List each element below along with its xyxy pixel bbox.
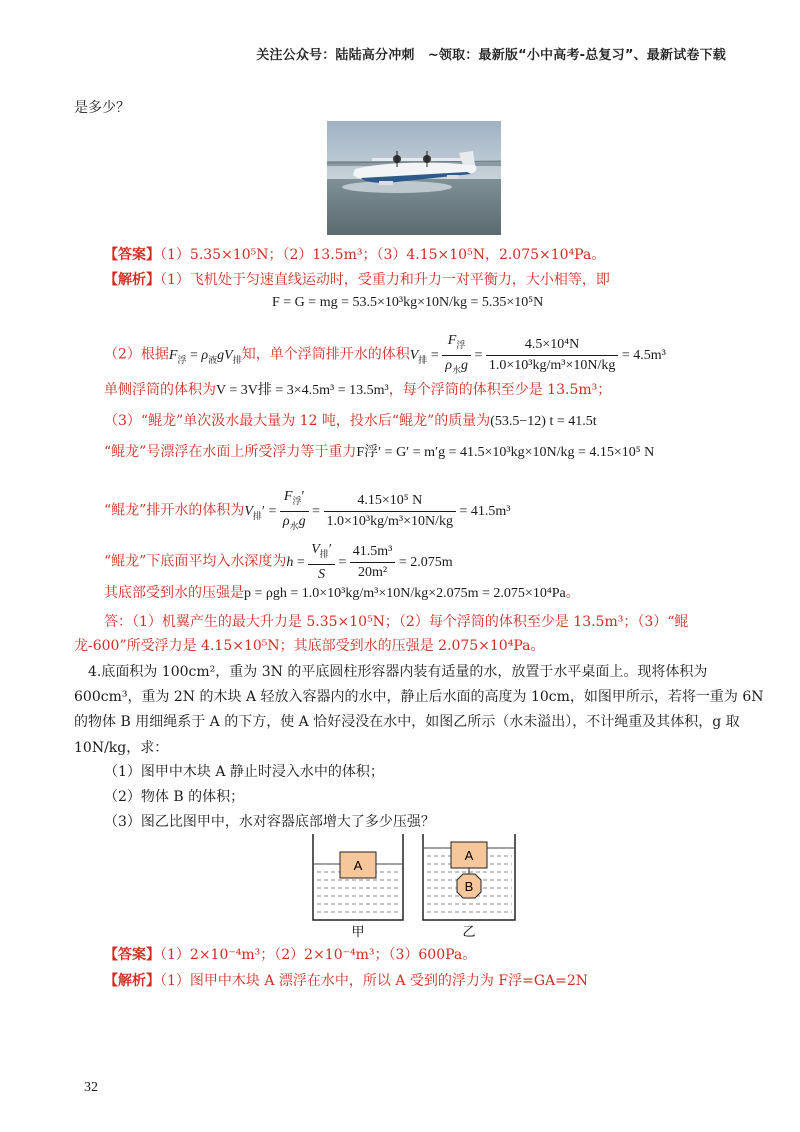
archimedes-formula: $F_浮 = \rho_液gV_排$ xyxy=(168,347,242,365)
container-yi xyxy=(423,834,515,920)
analysis-line-5 xyxy=(104,443,654,462)
fraction-numerator: 4.5×10⁴N xyxy=(486,336,618,356)
analysis-text-2a: （2）根据 xyxy=(104,346,169,363)
q4-line-1: 4.底面积为 100cm²，重为 3N 的平底圆柱形容器内装有适量的水，放置于水平桌面上。现将体积为 xyxy=(88,664,708,680)
aircraft-image xyxy=(327,121,501,235)
analysis-text-q4: （1）图甲中木块 A 漂浮在水中，所以 A 受到的浮力为 F浮=GA=2N xyxy=(160,973,589,989)
analysis-line-7 xyxy=(104,541,453,584)
depth-fraction: h = $\frac{V_排'}{S}$ = $\frac{\text{41.5m³}}{\text{20m²}}$ = 2.075m xyxy=(286,542,453,582)
analysis-line-3 xyxy=(104,381,611,400)
analysis-line-4 xyxy=(104,412,597,431)
answer-text-q4: （1）2×10⁻⁴m³；（2）2×10⁻⁴m³；（3）600Pa。 xyxy=(160,947,477,963)
fraction-result-2: = 41.5m³ xyxy=(459,503,511,519)
analysis-text-1: （1）飞机处于匀速直线运动时，受重力和升力一对平衡力，大小相等，即 xyxy=(160,272,610,288)
equation-lift: F = G = mg = 53.5×10³kg×10N/kg = 5.35×10⁵N xyxy=(272,295,544,310)
fraction-denominator-3: 20m² xyxy=(358,564,388,580)
answer-text: （1）5.35×10⁵N；（2）13.5m³；（3）4.15×10⁵N，2.075×10⁴Pa。 xyxy=(160,247,606,263)
block-b-label: B xyxy=(464,879,474,894)
fraction-result: = 4.5m³ xyxy=(621,347,666,363)
summary-line-2: 龙-600”所受浮力是 4.15×10⁵N；其底部受到水的压强是 2.075×10⁴Pa。 xyxy=(74,638,545,654)
equation-buoyancy: F浮′ = G′ = m′g = 41.5×10³kg×10N/kg = 4.15×10⁵ N xyxy=(356,445,655,460)
q4-line-2: 600cm³，重为 2N 的木块 A 轻放入容器内的水中，静止后水面的高度为 10cm，如图甲所示，若将一重为 6N xyxy=(74,689,764,705)
fraction-result-3: = 2.075m xyxy=(398,554,453,570)
summary-line-1: 答：（1）机翼产生的最大升力是 5.35×10⁵N；（2）每个浮筒的体积至少是 13.5m³；（3）“鲲 xyxy=(104,614,689,630)
displaced-volume-fraction: $V_排'$ = $\frac{F_浮'}{\rho_水g}$ = $\frac{\text{4.15×10⁵ N}}{\text{1.0×10³kg/m³×10N/kg}}$ = 41.5m³ xyxy=(244,489,511,531)
analysis-text-5: “鲲龙”号漂浮在水面上所受浮力等于重力 xyxy=(104,444,357,460)
analysis-text-2b: 知，单个浮筒排开水的体积 xyxy=(241,346,410,363)
q4-sub-3: （3）图乙比图甲中，水对容器底部增大了多少压强？ xyxy=(104,814,435,830)
analysis-line-1 xyxy=(104,271,610,289)
equation-pressure: p = ρgh = 1.0×10³kg/m³×10N/kg×2.075m = 2.075×10⁴Pa xyxy=(244,586,566,601)
answer-tag: 【答案】 xyxy=(104,247,160,263)
answer-line-q3 xyxy=(104,246,605,264)
question-tail: 是多少？ xyxy=(74,100,130,116)
caption-jia: 甲 xyxy=(351,925,365,940)
analysis-text-8-end: 。 xyxy=(565,585,580,601)
analysis-line-8 xyxy=(104,584,580,603)
q4-sub-1: （1）图甲中木块 A 静止时浸入水中的体积； xyxy=(104,764,384,780)
fraction-denominator: 1.0×10³kg/m³×10N/kg xyxy=(488,357,616,373)
equation-mass: (53.5−12) t = 41.5t xyxy=(490,414,597,429)
fraction-numerator-3: 41.5m³ xyxy=(350,543,396,563)
answer-tag-q4: 【答案】 xyxy=(104,947,160,963)
analysis-text-8: 其底部受到水的压强是 xyxy=(104,585,244,601)
aircraft-photo xyxy=(327,121,501,235)
q4-line-4: 10N/kg，求： xyxy=(74,740,169,756)
page-number: 32 xyxy=(84,1080,98,1095)
q4-line-3: 的物体 B 用细绳系于 A 的下方，使 A 恰好浸没在水中，如图乙所示（水未溢出），不计绳重及其体积，g 取 xyxy=(74,714,740,730)
page-header: 关注公众号：陆陆高分冲刺 ~领取：最新版“小中高考-总复习”、最新试卷下载 xyxy=(256,48,726,63)
analysis-text-6: “鲲龙”排开水的体积为 xyxy=(104,502,245,519)
analysis-text-4: （3）“鲲龙”单次汲水最大量为 12 吨，投水后“鲲龙”的质量为 xyxy=(104,413,491,429)
equation-float-volume: V = 3V排 = 3×4.5m³ = 13.5m³ xyxy=(216,383,389,398)
analysis-tag: 【解析】 xyxy=(104,272,160,288)
fraction-denominator-2: 1.0×10³kg/m³×10N/kg xyxy=(326,513,453,529)
analysis-line-2 xyxy=(104,332,666,379)
answer-line-q4 xyxy=(104,946,476,964)
block-a-label-jia: A xyxy=(353,858,363,873)
fraction-numerator-2: 4.15×10⁵ N xyxy=(324,492,456,512)
analysis-text-3b: ，每个浮筒的体积至少是 13.5m³； xyxy=(388,382,612,398)
container-figure xyxy=(305,830,530,940)
block-a-label-yi: A xyxy=(464,848,474,863)
analysis-line-6 xyxy=(104,488,510,535)
container-jia xyxy=(313,834,403,920)
caption-yi: 乙 xyxy=(462,925,476,940)
analysis-tag-q4: 【解析】 xyxy=(104,973,160,989)
volume-fraction: $V_排$ = $\frac{F_浮}{\rho_水g}$ = $\frac{\text{4.5×10⁴N}}{\text{1.0×10³kg/m³×10N/kg}}$ = 4.5m³ xyxy=(409,333,666,375)
analysis-text-7: “鲲龙”下底面平均入水深度为 xyxy=(104,553,287,570)
analysis-text-3a: 单侧浮筒的体积为 xyxy=(104,382,216,398)
q4-sub-2: （2）物体 B 的体积； xyxy=(104,789,245,805)
analysis-line-q4 xyxy=(104,972,588,990)
